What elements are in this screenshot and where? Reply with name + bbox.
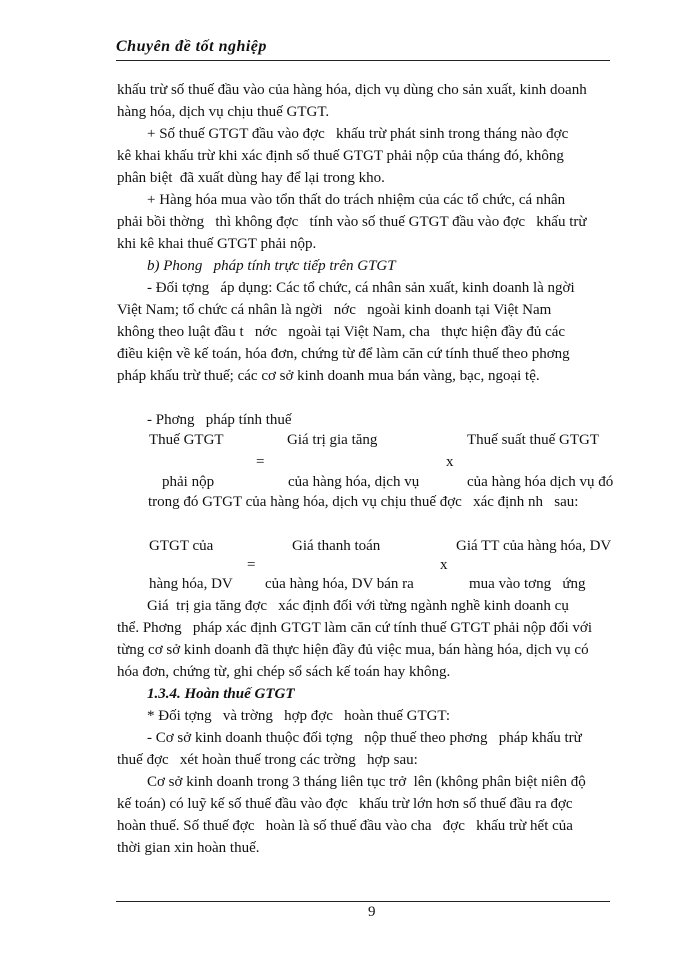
paragraph-line: Việt Nam; tổ chức cá nhân là ngời nớc ngoài kinh doanh tại Việt Nam	[117, 302, 552, 318]
formula2-mid-bottom: của hàng hóa, DV bán ra	[265, 576, 414, 592]
paragraph-line: * Đối tợng và trờng hợp đợc hoàn thuế GTGT:	[147, 708, 451, 724]
section-heading-refund: 1.3.4. Hoàn thuế GTGT	[147, 686, 295, 702]
formula1-right-bottom: của hàng hóa dịch vụ đó	[467, 474, 614, 490]
formula2-mid-top: Giá thanh toán	[292, 538, 381, 554]
formula1-times: x	[446, 454, 454, 470]
formula2-left-bottom: hàng hóa, DV	[149, 576, 233, 592]
formula1-left-top: Thuế GTGT	[149, 432, 224, 448]
paragraph-line: + Hàng hóa mua vào tổn thất do trách nhiệm của các tổ chức, cá nhân	[147, 192, 566, 208]
formula1-right-top: Thuế suất thuế GTGT	[467, 432, 600, 448]
formula2-left-top: GTGT của	[149, 538, 214, 554]
paragraph-line: kê khai khấu trừ khi xác định số thuế GTGT phải nộp của tháng đó, không	[117, 148, 564, 164]
paragraph-line: kế toán) có luỹ kế số thuế đầu vào đợc khấu trừ lớn hơn số thuế đầu ra đợc	[117, 796, 573, 812]
paragraph-line: pháp khấu trừ thuế; các cơ sở kinh doanh mua bán vàng, bạc, ngoại tệ.	[117, 368, 540, 384]
paragraph-line: thời gian xin hoàn thuế.	[117, 840, 260, 856]
paragraph-line: - Đối tợng áp dụng: Các tổ chức, cá nhân sản xuất, kinh doanh là ngời	[147, 280, 575, 296]
page-number: 9	[368, 904, 376, 920]
paragraph-line: từng cơ sở kinh doanh đã thực hiện đầy đủ việc mua, bán hàng hóa, dịch vụ có	[117, 642, 589, 658]
paragraph-line: khi kê khai thuế GTGT phải nộp.	[117, 236, 317, 252]
paragraph-line: thể. Phơng pháp xác định GTGT làm căn cứ tính thuế GTGT phải nộp đối với	[117, 620, 593, 636]
paragraph-line: trong đó GTGT của hàng hóa, dịch vụ chịu thuế đợc xác định nh sau:	[148, 494, 579, 510]
paragraph-line: thuế đợc xét hoàn thuế trong các trờng hợp sau:	[117, 752, 418, 768]
paragraph-line: hàng hóa, dịch vụ chịu thuế GTGT.	[117, 104, 330, 120]
formula2-times: x	[440, 557, 448, 573]
paragraph-line: khấu trừ số thuế đầu vào của hàng hóa, dịch vụ dùng cho sản xuất, kinh doanh	[117, 82, 587, 98]
formula1-mid-bottom: của hàng hóa, dịch vụ	[288, 474, 420, 490]
formula2-equals: =	[247, 557, 256, 573]
paragraph-line: hóa đơn, chứng từ, ghi chép sổ sách kế toán hay không.	[117, 664, 451, 680]
paragraph-line: + Số thuế GTGT đầu vào đợc khấu trừ phát sinh trong tháng nào đợc	[147, 126, 569, 142]
paragraph-line: phải bồi thờng thì không đợc tính vào số thuế GTGT đầu vào đợc khấu trừ	[117, 214, 587, 230]
formula1-mid-top: Giá trị gia tăng	[287, 432, 378, 448]
formula2-right-bottom: mua vào tơng ứng	[469, 576, 586, 592]
header-divider	[116, 60, 610, 61]
paragraph-line: phân biệt đã xuất dùng hay để lại trong kho.	[117, 170, 385, 186]
paragraph-line: điều kiện về kế toán, hóa đơn, chứng từ để làm căn cứ tính thuế theo phơng	[117, 346, 570, 362]
formula2-right-top: Giá TT của hàng hóa, DV	[456, 538, 612, 554]
paragraph-line: - Cơ sở kinh doanh thuộc đối tợng nộp thuế theo phơng pháp khấu trừ	[147, 730, 582, 746]
paragraph-line: không theo luật đầu t nớc ngoài tại Việt Nam, cha thực hiện đầy đủ các	[117, 324, 566, 340]
paragraph-line: Cơ sở kinh doanh trong 3 tháng liên tục trở lên (không phân biệt niên độ	[147, 774, 586, 790]
paragraph-line: hoàn thuế. Số thuế đợc hoàn là số thuế đầu vào cha đợc khấu trừ hết của	[117, 818, 573, 834]
footer-divider	[116, 901, 610, 902]
formula1-left-bottom: phải nộp	[162, 474, 215, 490]
paragraph-line: Giá trị gia tăng đợc xác định đối với từng ngành nghề kinh doanh cụ	[147, 598, 569, 614]
page-header-title: Chuyên đề tốt nghiệp	[116, 38, 267, 55]
paragraph-line: - Phơng pháp tính thuế	[147, 412, 292, 428]
section-heading-method: b) Phong pháp tính trực tiếp trên GTGT	[147, 258, 396, 274]
formula1-equals: =	[256, 454, 265, 470]
